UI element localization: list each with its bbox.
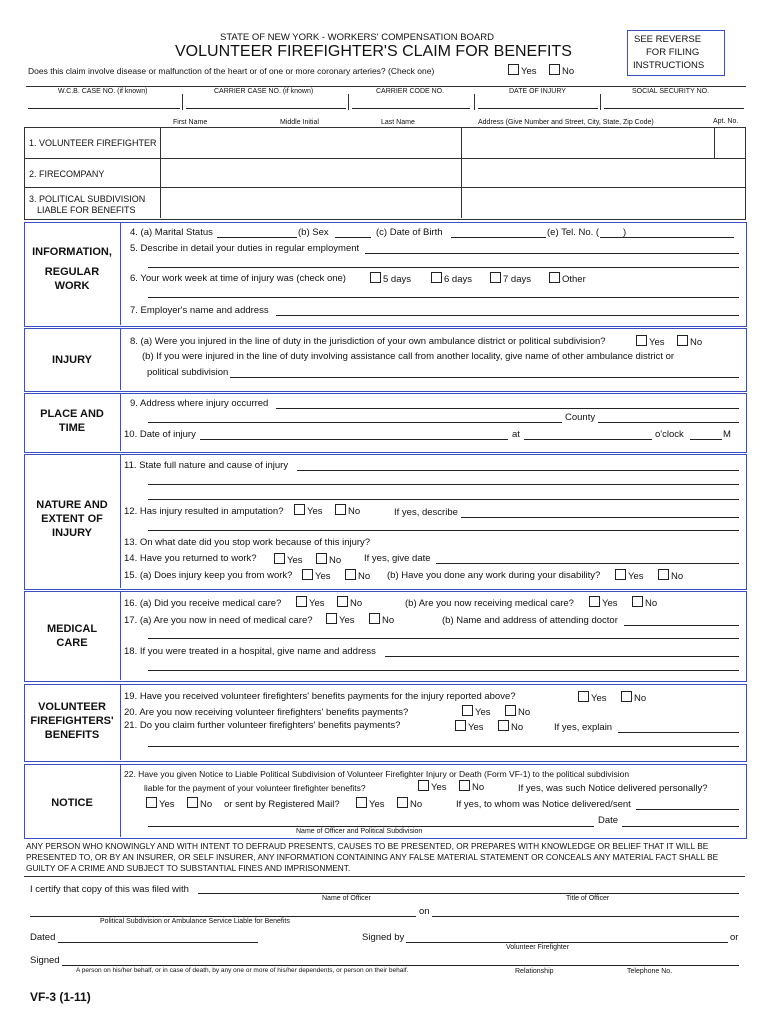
q15a-label: 15. (a) Does injury keep you from work? bbox=[124, 570, 293, 581]
q15b-label: (b) Have you done any work during your disability? bbox=[387, 570, 601, 581]
workweek-7-checkbox[interactable]: 7 days bbox=[490, 272, 531, 285]
apt-col: Apt. No. bbox=[713, 118, 739, 125]
sex-field[interactable] bbox=[335, 237, 371, 238]
injury-time-field[interactable] bbox=[524, 439, 652, 440]
county-label: County bbox=[565, 412, 596, 423]
q7-label: 7. Employer's name and address bbox=[130, 305, 269, 316]
ssn-field[interactable] bbox=[604, 108, 744, 109]
q22-personal-yes-checkbox[interactable]: Yes bbox=[146, 797, 175, 810]
section-benefits-label: VOLUNTEER FIREFIGHTERS' BENEFITS bbox=[30, 701, 114, 741]
q22-mail-yes-checkbox[interactable]: Yes bbox=[356, 797, 385, 810]
q14-label: 14. Have you returned to work? bbox=[124, 553, 257, 564]
q15a-no-checkbox[interactable]: No bbox=[345, 569, 370, 582]
telephone-caption: Telephone No. bbox=[627, 968, 673, 975]
see-reverse-line3: INSTRUCTIONS bbox=[633, 60, 705, 71]
q4b-label: (b) Sex bbox=[298, 227, 329, 238]
q12-yes-checkbox[interactable]: Yes bbox=[294, 504, 323, 517]
q15b-no-checkbox[interactable]: No bbox=[658, 569, 683, 582]
nature-cause-field-3[interactable] bbox=[148, 499, 739, 500]
carrier-code-field[interactable] bbox=[352, 108, 470, 109]
on-label: on bbox=[419, 906, 430, 917]
doctor-field-2[interactable] bbox=[148, 638, 739, 639]
q17a-label: 17. (a) Are you now in need of medical care? bbox=[124, 615, 313, 626]
see-reverse-box bbox=[627, 30, 725, 76]
doctor-field[interactable] bbox=[624, 625, 739, 626]
notice-recipient-field[interactable] bbox=[636, 809, 739, 810]
officer-subdivision-field[interactable] bbox=[148, 826, 594, 827]
q13-label: 13. On what date did you stop work because of this injury? bbox=[124, 537, 371, 548]
q4a-label: 4. (a) Marital Status bbox=[130, 227, 213, 238]
q22b-label: liable for the payment of your volunteer firefighter benefits? bbox=[144, 783, 366, 793]
duties-field-2[interactable] bbox=[148, 267, 739, 268]
officer-subdivision-caption: Name of Officer and Political Subdivision bbox=[296, 828, 423, 835]
heart-yes-checkbox[interactable] bbox=[508, 64, 537, 77]
section-medical-label: MEDICAL CARE bbox=[46, 623, 98, 649]
amputation-field-2[interactable] bbox=[148, 530, 739, 531]
certify-field[interactable] bbox=[198, 893, 739, 894]
fraud-warning: ANY PERSON WHO KNOWINGLY AND WITH INTENT TO DEFRAUD PRESENTS, CAUSES TO BE PRESENTED, OR PREPARES WITH KNOWLEDGE OR BELIEF THAT IT WILL BE PRESENTED TO, OR BY AN INSURER, OR SELF INSURER, ANY INFORMATION CONTAINING ANY FALSE MATERIAL STATEMENT OR CONCEALS ANY MATERIAL FACT SHALL BE GUILTY OF A CRIME AND SUBJECT TO SUBSTANTIAL FINES AND IMPRISONMENT. bbox=[26, 841, 719, 873]
return-date-field[interactable] bbox=[436, 563, 739, 564]
see-reverse-line2: FOR FILING bbox=[646, 47, 700, 58]
q10-label: 10. Date of injury bbox=[124, 429, 196, 440]
q20-yes-checkbox[interactable]: Yes bbox=[462, 705, 491, 718]
volunteer-firefighter-caption: Volunteer Firefighter bbox=[506, 944, 570, 951]
party-liable-label: LIABLE FOR BENEFITS bbox=[37, 205, 136, 215]
q17b-label: (b) Name and address of attending doctor bbox=[442, 615, 618, 626]
q22-yes-checkbox[interactable]: Yes bbox=[418, 780, 447, 793]
carrier-case-label: CARRIER CASE NO. (if known) bbox=[214, 88, 314, 95]
q22d-label: or sent by Registered Mail? bbox=[224, 799, 340, 810]
q16b-yes-checkbox[interactable]: Yes bbox=[589, 596, 618, 609]
q22-no-checkbox[interactable]: No bbox=[459, 780, 484, 793]
q16a-label: 16. (a) Did you receive medical care? bbox=[124, 598, 282, 609]
signed-by-field[interactable] bbox=[406, 942, 728, 943]
am-pm-field[interactable] bbox=[690, 439, 722, 440]
party-firefighter-label: 1. VOLUNTEER FIREFIGHTER bbox=[29, 138, 157, 148]
section-notice-label: NOTICE bbox=[51, 797, 93, 809]
q14-date-label: If yes, give date bbox=[364, 553, 431, 564]
carrier-code-label: CARRIER CODE NO. bbox=[376, 88, 445, 95]
relationship-caption: Relationship bbox=[515, 968, 554, 975]
q8a-no-checkbox[interactable]: No bbox=[677, 335, 702, 348]
heart-question: Does this claim involve disease or malfunction of the heart or of one or more coronary arteries? (Check one) bbox=[28, 66, 435, 76]
q12-label: 12. Has injury resulted in amputation? bbox=[124, 506, 284, 517]
q16a-yes-checkbox[interactable]: Yes bbox=[296, 596, 325, 609]
first-name-col: First Name bbox=[173, 119, 208, 126]
injury-date-field[interactable] bbox=[200, 439, 508, 440]
workweek-other-checkbox[interactable]: Other bbox=[549, 272, 586, 285]
political-sub-caption: Political Subdivision or Ambulance Service Liable for Benefits bbox=[100, 918, 290, 925]
q21-explain-label: If yes, explain bbox=[554, 722, 613, 733]
q8a-yes-checkbox[interactable]: Yes bbox=[636, 335, 665, 348]
hospital-field[interactable] bbox=[385, 656, 739, 657]
q15b-yes-checkbox[interactable]: Yes bbox=[615, 569, 644, 582]
q14-yes-checkbox[interactable]: Yes bbox=[274, 553, 303, 566]
political-subdivision-field[interactable] bbox=[230, 377, 739, 378]
q18-label: 18. If you were treated in a hospital, give name and address bbox=[124, 646, 376, 657]
nature-cause-field-2[interactable] bbox=[148, 484, 739, 485]
q16b-label: (b) Are you now receiving medical care? bbox=[405, 598, 574, 609]
q22c-label: If yes, was such Notice delivered personally? bbox=[518, 783, 708, 794]
section-info-label: INFORMATION, REGULAR WORK bbox=[32, 246, 112, 292]
form-title: VOLUNTEER FIREFIGHTER'S CLAIM FOR BENEFITS bbox=[175, 43, 572, 60]
marital-status-field[interactable] bbox=[217, 237, 297, 238]
workweek-field[interactable] bbox=[148, 297, 739, 298]
last-name-col: Last Name bbox=[381, 119, 415, 126]
q15a-yes-checkbox[interactable]: Yes bbox=[302, 569, 331, 582]
at-label: at bbox=[512, 429, 520, 440]
q9-label: 9. Address where injury occurred bbox=[130, 398, 269, 409]
q8a-label: 8. (a) Were you injured in the line of duty in the jurisdiction of your own ambulance district or political subdivision? bbox=[130, 336, 606, 347]
notice-date-field[interactable] bbox=[622, 826, 739, 827]
q17a-no-checkbox[interactable]: No bbox=[369, 613, 394, 626]
section-nature-label: NATURE AND EXTENT OF INJURY bbox=[36, 499, 108, 539]
oclock-label: o'clock bbox=[655, 429, 684, 440]
q12-describe-label: If yes, describe bbox=[394, 507, 458, 518]
ssn-label: SOCIAL SECURITY NO. bbox=[632, 88, 710, 95]
q16a-no-checkbox[interactable]: No bbox=[337, 596, 362, 609]
q22-personal-no-checkbox[interactable]: No bbox=[187, 797, 212, 810]
dob-field[interactable] bbox=[451, 237, 546, 238]
certify-label: I certify that copy of this was filed with bbox=[30, 884, 189, 895]
date-of-injury-field[interactable] bbox=[478, 108, 598, 109]
see-reverse-line1: SEE REVERSE bbox=[634, 34, 702, 45]
wcb-case-label: W.C.B. CASE NO. (if known) bbox=[58, 88, 148, 95]
q21-no-checkbox[interactable]: No bbox=[498, 720, 523, 733]
signed-label: Signed bbox=[30, 955, 60, 966]
section-injury-label: INJURY bbox=[52, 354, 92, 366]
q22e-label: If yes, to whom was Notice delivered/sent bbox=[456, 799, 631, 810]
duties-field[interactable] bbox=[365, 253, 739, 254]
q19-label: 19. Have you received volunteer firefighters' benefits payments for the injury reported above? bbox=[124, 691, 516, 702]
hospital-field-2[interactable] bbox=[148, 670, 739, 671]
injury-address-field[interactable] bbox=[276, 408, 739, 409]
q19-no-checkbox[interactable]: No bbox=[621, 691, 646, 704]
heart-yes-label: Yes bbox=[521, 66, 537, 77]
workweek-6-checkbox[interactable]: 6 days bbox=[431, 272, 472, 285]
filed-date-field[interactable] bbox=[432, 916, 739, 917]
q8b-label: (b) If you were injured in the line of duty involving assistance call from another locality, give name of other ambulance district or bbox=[142, 351, 675, 362]
address-col: Address (Give Number and Street, City, State, Zip Code) bbox=[478, 119, 654, 126]
q17a-yes-checkbox[interactable]: Yes bbox=[326, 613, 355, 626]
dated-field[interactable] bbox=[58, 942, 258, 943]
title-of-officer-caption: Title of Officer bbox=[566, 895, 610, 902]
party-firecompany-label: 2. FIRECOMPANY bbox=[29, 169, 105, 179]
q5-label: 5. Describe in detail your duties in regular employment bbox=[130, 243, 360, 254]
signed-field[interactable] bbox=[62, 965, 739, 966]
party-political-sub-label: 3. POLITICAL SUBDIVISION bbox=[29, 194, 146, 204]
carrier-case-field[interactable] bbox=[186, 108, 346, 109]
or-label: or bbox=[730, 932, 739, 943]
q16b-no-checkbox[interactable]: No bbox=[632, 596, 657, 609]
heart-no-checkbox[interactable] bbox=[549, 64, 574, 77]
tel-field[interactable] bbox=[600, 237, 734, 238]
date-of-injury-label: DATE OF INJURY bbox=[509, 88, 566, 95]
q21-label: 21. Do you claim further volunteer firefighters' benefits payments? bbox=[124, 720, 401, 731]
q12-no-checkbox[interactable]: No bbox=[335, 504, 360, 517]
heart-no-label: No bbox=[562, 66, 575, 77]
injury-address-field-2[interactable] bbox=[148, 422, 562, 423]
dated-label: Dated bbox=[30, 932, 56, 943]
q19-yes-checkbox[interactable]: Yes bbox=[578, 691, 607, 704]
q22-label: 22. Have you given Notice to Liable Political Subdivision of Volunteer Firefighter Injury or Death (Form VF-1) to the political subdivision bbox=[124, 769, 630, 779]
employer-field[interactable] bbox=[276, 315, 739, 316]
amputation-field[interactable] bbox=[461, 517, 739, 518]
q20-no-checkbox[interactable]: No bbox=[505, 705, 530, 718]
q20-label: 20. Are you now receiving volunteer firefighters' benefits payments? bbox=[124, 707, 409, 718]
q8b2-label: political subdivision bbox=[147, 367, 229, 378]
signed-caption: A person on his/her behalf, or in case of death, by any one or more of his/her dependents, or person on their behalf. bbox=[76, 967, 409, 974]
signed-by-label: Signed by bbox=[362, 932, 405, 943]
q4e-close: ) bbox=[623, 227, 627, 238]
q11-label: 11. State full nature and cause of injury bbox=[124, 460, 289, 471]
notice-date-label: Date bbox=[598, 815, 619, 826]
benefits-explain-field-2[interactable] bbox=[148, 746, 739, 747]
name-of-officer-caption: Name of Officer bbox=[322, 895, 371, 902]
middle-initial-col: Middle Initial bbox=[280, 119, 319, 126]
wcb-case-field[interactable] bbox=[28, 108, 180, 109]
q22-mail-no-checkbox[interactable]: No bbox=[397, 797, 422, 810]
workweek-5-checkbox[interactable]: 5 days bbox=[370, 272, 411, 285]
political-sub-field[interactable] bbox=[30, 916, 416, 917]
agency-name: STATE OF NEW YORK - WORKERS' COMPENSATION BOARD bbox=[220, 32, 494, 43]
m-label: M bbox=[723, 429, 731, 440]
section-place-label: PLACE AND TIME bbox=[40, 408, 104, 434]
benefits-explain-field[interactable] bbox=[618, 732, 739, 733]
q14-no-checkbox[interactable]: No bbox=[316, 553, 341, 566]
form-id: VF-3 (1-11) bbox=[30, 990, 91, 1004]
county-field[interactable] bbox=[598, 422, 739, 423]
q4c-label: (c) Date of Birth bbox=[376, 227, 443, 238]
q21-yes-checkbox[interactable]: Yes bbox=[455, 720, 484, 733]
nature-cause-field[interactable] bbox=[297, 470, 739, 471]
q4e-label: (e) Tel. No. ( bbox=[547, 227, 600, 238]
q6-label: 6. Your work week at time of injury was (check one) bbox=[130, 273, 346, 284]
